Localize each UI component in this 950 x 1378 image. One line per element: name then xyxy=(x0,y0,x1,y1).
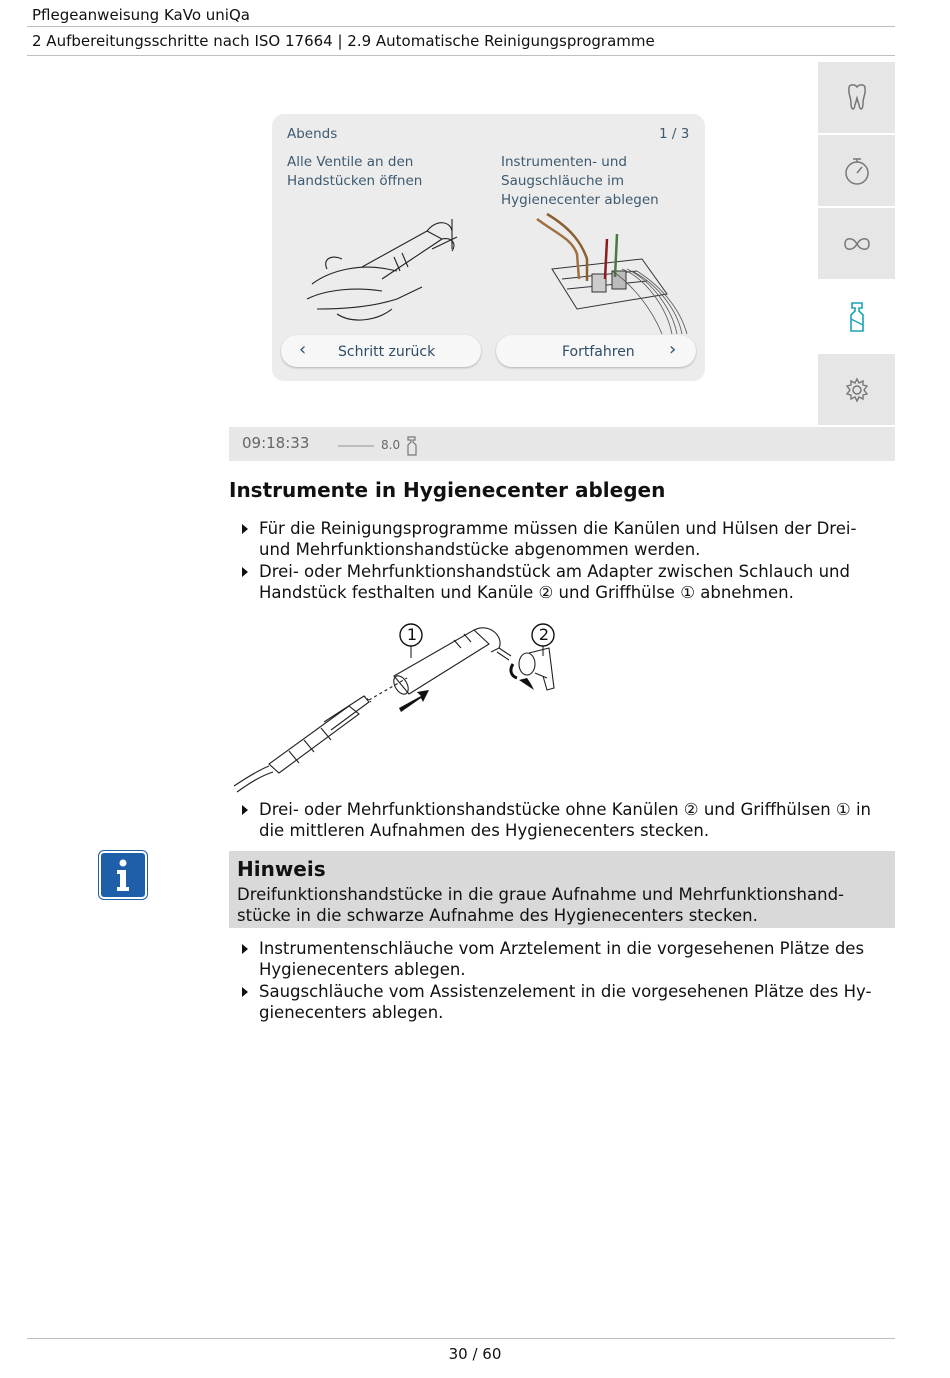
right-instruction-line-3: Hygienecenter ablegen xyxy=(501,192,659,208)
hygienecenter-illustration xyxy=(517,209,697,339)
bullet-line: Hygienecenters ablegen. xyxy=(259,960,466,979)
status-progress-line xyxy=(338,445,374,447)
header-divider-2 xyxy=(27,55,895,56)
bullet-arrow-icon xyxy=(242,944,248,954)
bullet-item xyxy=(259,981,889,1023)
left-instruction-line-1: Alle Ventile an den xyxy=(287,154,414,170)
bullet-arrow-icon xyxy=(242,524,248,534)
stopwatch-icon xyxy=(842,156,872,186)
sidebar-item-hygiene[interactable] xyxy=(818,281,895,352)
info-icon xyxy=(99,851,147,899)
continue-label: Fortfahren xyxy=(562,344,635,360)
note-box xyxy=(229,851,895,928)
callout-2-label: 2 xyxy=(538,625,550,644)
sidebar-item-programs[interactable] xyxy=(818,208,895,279)
bullet-line: Handstück festhalten und Kanüle ② und Griffhülse ① abnehmen. xyxy=(259,583,794,602)
sidebar-item-treatment[interactable] xyxy=(818,62,895,133)
bullet-item xyxy=(259,938,889,980)
section-heading: Instrumente in Hygienecenter ablegen xyxy=(229,478,666,502)
bullet-line: gienecenters ablegen. xyxy=(259,1003,444,1022)
right-instruction-line-1: Instrumenten- und xyxy=(501,154,627,170)
header-divider-1 xyxy=(27,26,895,27)
continue-button[interactable] xyxy=(496,335,696,367)
step-counter: 1 / 3 xyxy=(659,126,690,142)
bullet-line: Drei- oder Mehrfunktionshandstücke ohne Kanülen ② und Griffhülsen ① in xyxy=(259,800,871,819)
note-title: Hinweis xyxy=(237,857,326,881)
infinity-icon xyxy=(842,234,872,254)
spray-bottle-icon xyxy=(846,301,868,333)
valve-hand-illustration xyxy=(302,209,472,324)
sidebar-item-settings[interactable] xyxy=(818,354,895,425)
note-text xyxy=(237,884,887,926)
bullet-arrow-icon xyxy=(242,567,248,577)
step-back-label: Schritt zurück xyxy=(338,344,436,360)
page-number: 30 / 60 xyxy=(448,1345,502,1363)
bullet-line: und Mehrfunktionshandstücke abgenommen werden. xyxy=(259,540,701,559)
footer-divider xyxy=(27,1338,895,1339)
section-breadcrumb: 2 Aufbereitungsschritte nach ISO 17664 | 2.9 Automatische Reinigungsprogramme xyxy=(32,32,655,50)
bullet-item xyxy=(259,561,889,603)
status-value: 8.0 xyxy=(381,438,401,452)
gear-icon xyxy=(844,377,870,403)
bullet-item xyxy=(259,799,889,841)
left-instruction-line-2: Handstücken öffnen xyxy=(287,173,423,189)
card-title: Abends xyxy=(287,126,338,142)
bullet-arrow-icon xyxy=(242,805,248,815)
status-bottle-icon xyxy=(405,436,419,456)
chevron-right-icon: › xyxy=(669,339,677,360)
bullet-line: Saugschläuche vom Assistenzelement in die vorgesehenen Plätze des Hy- xyxy=(259,982,872,1001)
tooth-icon xyxy=(844,83,870,113)
step-back-button[interactable] xyxy=(281,335,481,367)
note-line: stücke in die schwarze Aufnahme des Hygienecenters stecken. xyxy=(237,906,758,925)
bullet-line: Drei- oder Mehrfunktionshandstück am Adapter zwischen Schlauch und xyxy=(259,562,850,581)
device-status-bar xyxy=(229,427,895,461)
bullet-line: die mittleren Aufnahmen des Hygienecenters stecken. xyxy=(259,821,710,840)
bullet-line: Für die Reinigungsprogramme müssen die Kanülen und Hülsen der Drei- xyxy=(259,519,857,538)
right-instruction-line-2: Saugschläuche im xyxy=(501,173,625,189)
device-sidebar xyxy=(818,62,895,427)
chevron-left-icon: ‹ xyxy=(299,339,307,360)
callout-1-label: 1 xyxy=(406,625,418,644)
note-line: Dreifunktionshandstücke in die graue Aufnahme und Mehrfunktionshand- xyxy=(237,885,845,904)
sidebar-item-timer[interactable] xyxy=(818,135,895,206)
handpiece-disassembly-illustration xyxy=(229,618,574,793)
bullet-line: Instrumentenschläuche vom Arztelement in die vorgesehenen Plätze des xyxy=(259,939,865,958)
bullet-arrow-icon xyxy=(242,987,248,997)
bullet-item xyxy=(259,518,889,560)
clock-time: 09:18:33 xyxy=(242,434,310,452)
document-title: Pflegeanweisung KaVo uniQa xyxy=(32,6,250,24)
